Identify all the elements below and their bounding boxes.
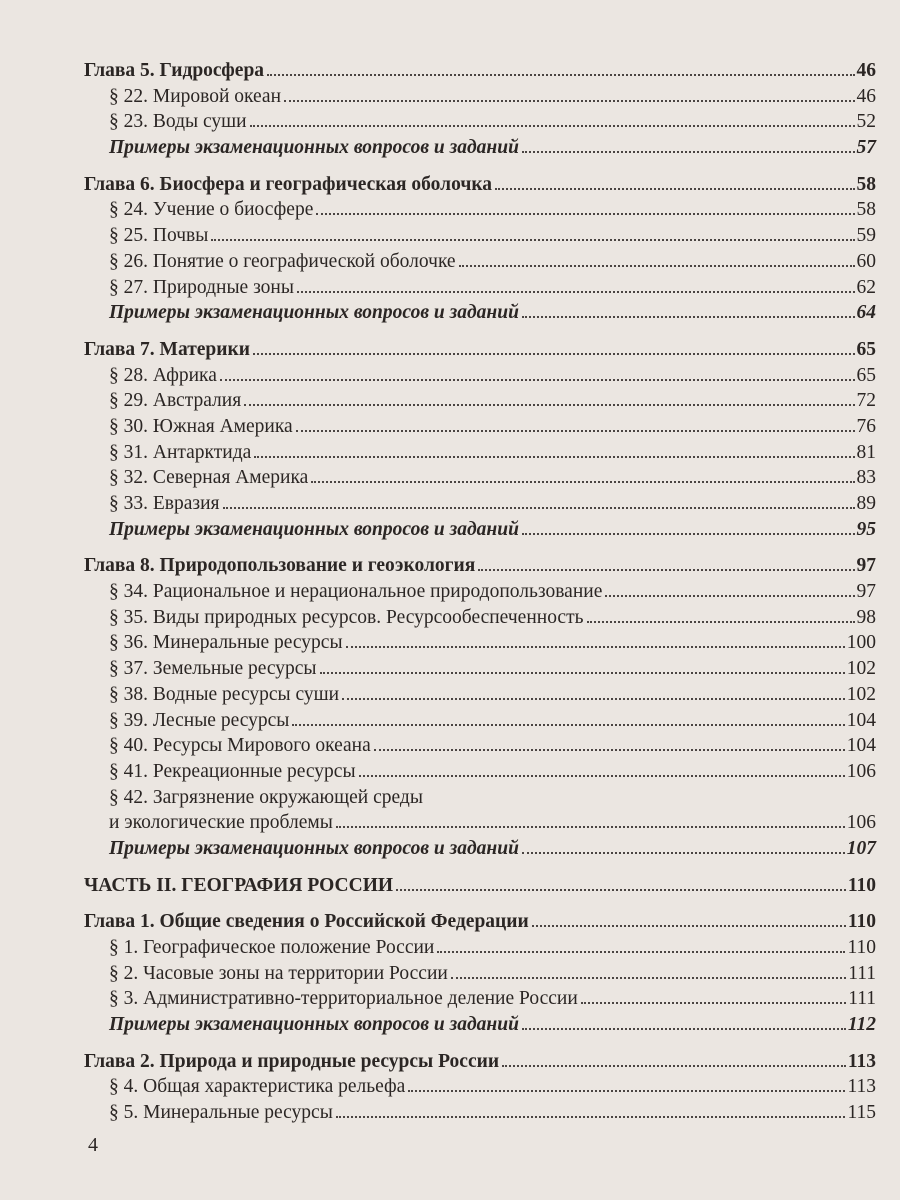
- toc-entry: [84, 682, 876, 708]
- toc-entry-page: 106: [846, 812, 876, 834]
- dot-leader: [311, 481, 854, 483]
- dot-leader: [532, 925, 846, 927]
- toc-entry-page: 59: [856, 225, 876, 247]
- toc-entry-title: § 3. Административно-территориальное деление России: [109, 988, 578, 1010]
- toc-entry: [84, 109, 876, 135]
- toc-entry-page: 46: [856, 60, 876, 81]
- toc-entry-page: 113: [847, 1050, 876, 1072]
- dot-leader: [292, 724, 844, 726]
- toc-entry: [84, 300, 876, 326]
- toc-entry-title: § 35. Виды природных ресурсов. Ресурсообеспеченность: [109, 606, 584, 628]
- toc-entry: [84, 1049, 876, 1075]
- toc-entry-page: 110: [847, 937, 876, 958]
- dot-leader: [342, 698, 845, 700]
- toc-entry: [84, 810, 876, 836]
- toc-entry: [84, 873, 876, 899]
- toc-entry-title: § 30. Южная Америка: [109, 415, 293, 437]
- toc-entry-page: 58: [856, 173, 876, 195]
- toc-entry: [84, 656, 876, 682]
- dot-leader: [336, 1116, 846, 1118]
- dot-leader: [267, 74, 854, 76]
- toc-entry-page: 83: [856, 467, 876, 489]
- toc-entry-title: § 23. Воды суши: [109, 111, 247, 133]
- toc-entry-page: 111: [848, 962, 876, 984]
- toc-entry: [84, 785, 876, 811]
- toc-entry: [84, 223, 876, 249]
- dot-leader: [495, 188, 854, 190]
- dot-leader: [478, 569, 854, 571]
- toc-entry: [84, 388, 876, 414]
- toc-entry-title: § 4. Общая характеристика рельефа: [109, 1076, 406, 1098]
- dot-leader: [346, 646, 845, 648]
- dot-leader: [437, 951, 845, 953]
- toc-entry-page: 46: [856, 85, 876, 107]
- toc-entry-page: 64: [856, 302, 876, 324]
- toc-entry-title: § 28. Африка: [109, 364, 217, 386]
- dot-leader: [316, 213, 854, 215]
- toc-entry-title: § 33. Евразия: [109, 493, 220, 514]
- toc-entry: [84, 1100, 876, 1126]
- toc-entry-title: и экологические проблемы: [109, 812, 333, 834]
- toc-entry: [84, 172, 876, 198]
- dot-leader: [522, 1028, 846, 1030]
- toc-entry-title: § 36. Минеральные ресурсы: [109, 632, 343, 654]
- toc-entry: [84, 440, 876, 466]
- toc-entry-page: 57: [856, 137, 876, 159]
- toc-entry-title: § 29. Австралия: [109, 390, 242, 412]
- toc-entry-title: § 40. Ресурсы Мирового океана: [109, 735, 371, 757]
- toc-entry-title: Примеры экзаменационных вопросов и заданий: [109, 302, 519, 324]
- toc-entry: [84, 579, 876, 605]
- dot-leader: [459, 265, 855, 267]
- toc-section: [84, 909, 876, 1037]
- toc-entry-page: 102: [846, 658, 876, 680]
- toc-entry-title: Глава 8. Природопользование и геоэкология: [84, 555, 476, 577]
- toc-section: [84, 1049, 876, 1126]
- toc-entry: [84, 249, 876, 275]
- toc-entry-title: § 1. Географическое положение России: [109, 937, 435, 958]
- toc-entry-title: § 38. Водные ресурсы суши: [109, 683, 340, 705]
- toc-entry: [84, 275, 876, 301]
- dot-leader: [336, 826, 845, 828]
- toc-section: [84, 873, 876, 899]
- dot-leader: [220, 379, 855, 381]
- toc-entry-page: 52: [856, 111, 876, 133]
- toc-entry-page: 62: [856, 276, 876, 298]
- toc-entry: [84, 58, 876, 84]
- toc-entry-title: § 39. Лесные ресурсы: [109, 709, 290, 731]
- toc-entry: [84, 553, 876, 579]
- dot-leader: [502, 1065, 846, 1067]
- toc-entry: [84, 909, 876, 935]
- toc-entry: [84, 517, 876, 543]
- dot-leader: [522, 316, 855, 318]
- toc-entry-title: ЧАСТЬ II. ГЕОГРАФИЯ РОССИИ: [84, 874, 394, 896]
- toc-entry-title: § 24. Учение о биосфере: [109, 199, 314, 221]
- toc-entry-page: 72: [856, 390, 876, 412]
- toc-entry-page: 115: [847, 1102, 876, 1124]
- toc-entry-title: § 26. Понятие о географической оболочке: [109, 250, 456, 272]
- toc-entry-page: 65: [856, 338, 876, 360]
- toc-entry-title: Примеры экзаменационных вопросов и заданий: [109, 137, 519, 159]
- toc-entry-page: 97: [856, 555, 876, 577]
- toc-entry-page: 65: [856, 364, 876, 386]
- toc-entry: [84, 84, 876, 110]
- dot-leader: [522, 151, 855, 153]
- toc-entry: [84, 337, 876, 363]
- toc-entry-page: 110: [847, 911, 876, 933]
- toc-entry-page: 111: [848, 988, 876, 1010]
- dot-leader: [605, 595, 854, 597]
- toc-entry-page: 58: [856, 199, 876, 221]
- toc-entry-page: 98: [856, 606, 876, 628]
- dot-leader: [296, 430, 855, 432]
- toc-entry-title: Примеры экзаменационных вопросов и заданий: [109, 1014, 519, 1036]
- toc-entry-title: § 31. Антарктида: [109, 441, 252, 463]
- toc-entry: [84, 630, 876, 656]
- dot-leader: [396, 889, 846, 891]
- dot-leader: [211, 239, 854, 241]
- toc-entry-page: 95: [856, 518, 876, 540]
- dot-leader: [244, 404, 854, 406]
- toc-entry: [84, 135, 876, 161]
- toc-entry-page: 97: [856, 581, 876, 603]
- toc-entry-title: § 25. Почвы: [109, 225, 209, 247]
- toc-entry-page: 104: [846, 709, 876, 731]
- toc-entry-title: § 2. Часовые зоны на территории России: [109, 962, 448, 984]
- toc-entry: [84, 961, 876, 987]
- toc-entry: [84, 986, 876, 1012]
- toc-entry-page: 81: [856, 441, 876, 463]
- toc-entry: [84, 363, 876, 389]
- toc-entry-page: 106: [846, 760, 876, 782]
- table-of-contents: [84, 58, 876, 1137]
- toc-entry: [84, 605, 876, 631]
- toc-entry: [84, 935, 876, 961]
- dot-leader: [359, 775, 845, 777]
- toc-entry: [84, 491, 876, 517]
- toc-entry-title: § 32. Северная Америка: [109, 467, 309, 489]
- toc-entry: [84, 465, 876, 491]
- toc-entry-title: § 22. Мировой океан: [109, 85, 282, 107]
- toc-entry: [84, 414, 876, 440]
- toc-entry-title: Глава 5. Гидросфера: [84, 60, 265, 81]
- toc-entry: [84, 759, 876, 785]
- toc-entry: [84, 197, 876, 223]
- page-number: 4: [88, 1134, 98, 1156]
- toc-entry-title: Глава 6. Биосфера и географическая оболочка: [84, 173, 493, 195]
- toc-entry-page: 107: [846, 837, 876, 859]
- toc-entry-title: Примеры экзаменационных вопросов и заданий: [109, 518, 519, 540]
- dot-leader: [408, 1090, 845, 1092]
- toc-entry-page: 112: [847, 1014, 876, 1036]
- toc-entry-page: 102: [846, 683, 876, 705]
- toc-entry: [84, 1074, 876, 1100]
- dot-leader: [587, 621, 855, 623]
- toc-entry-page: 113: [847, 1076, 876, 1098]
- dot-leader: [451, 977, 846, 979]
- dot-leader: [223, 507, 855, 509]
- toc-entry-title: § 5. Минеральные ресурсы: [109, 1102, 333, 1124]
- toc-section: [84, 553, 876, 861]
- toc-entry-title: § 42. Загрязнение окружающей среды: [109, 786, 423, 808]
- dot-leader: [254, 456, 854, 458]
- toc-entry-title: § 34. Рациональное и нерациональное природопользование: [109, 581, 603, 603]
- toc-entry: [84, 836, 876, 862]
- toc-entry: [84, 1012, 876, 1038]
- toc-entry-title: Глава 1. Общие сведения о Российской Федерации: [84, 911, 529, 933]
- dot-leader: [297, 291, 855, 293]
- toc-entry-title: § 27. Природные зоны: [109, 276, 294, 298]
- toc-entry-page: 110: [847, 874, 876, 896]
- toc-entry-title: Глава 7. Материки: [84, 338, 250, 360]
- toc-entry-title: Примеры экзаменационных вопросов и заданий: [109, 837, 519, 859]
- toc-entry-title: § 41. Рекреационные ресурсы: [109, 760, 356, 782]
- toc-entry: [84, 708, 876, 734]
- dot-leader: [374, 749, 845, 751]
- toc-entry-page: 76: [856, 415, 876, 437]
- toc-section: [84, 172, 876, 326]
- dot-leader: [250, 125, 855, 127]
- toc-entry-page: 89: [856, 493, 876, 514]
- dot-leader: [284, 100, 854, 102]
- toc-entry-title: § 37. Земельные ресурсы: [109, 658, 317, 680]
- dot-leader: [320, 672, 845, 674]
- toc-entry-page: 60: [856, 250, 876, 272]
- toc-entry: [84, 733, 876, 759]
- dot-leader: [522, 852, 845, 854]
- toc-entry-page: 100: [846, 632, 876, 654]
- dot-leader: [253, 353, 855, 355]
- toc-section: [84, 337, 876, 543]
- toc-entry-title: Глава 2. Природа и природные ресурсы России: [84, 1050, 500, 1072]
- toc-entry-page: 104: [846, 735, 876, 757]
- toc-section: [84, 58, 876, 161]
- dot-leader: [522, 533, 855, 535]
- dot-leader: [581, 1002, 846, 1004]
